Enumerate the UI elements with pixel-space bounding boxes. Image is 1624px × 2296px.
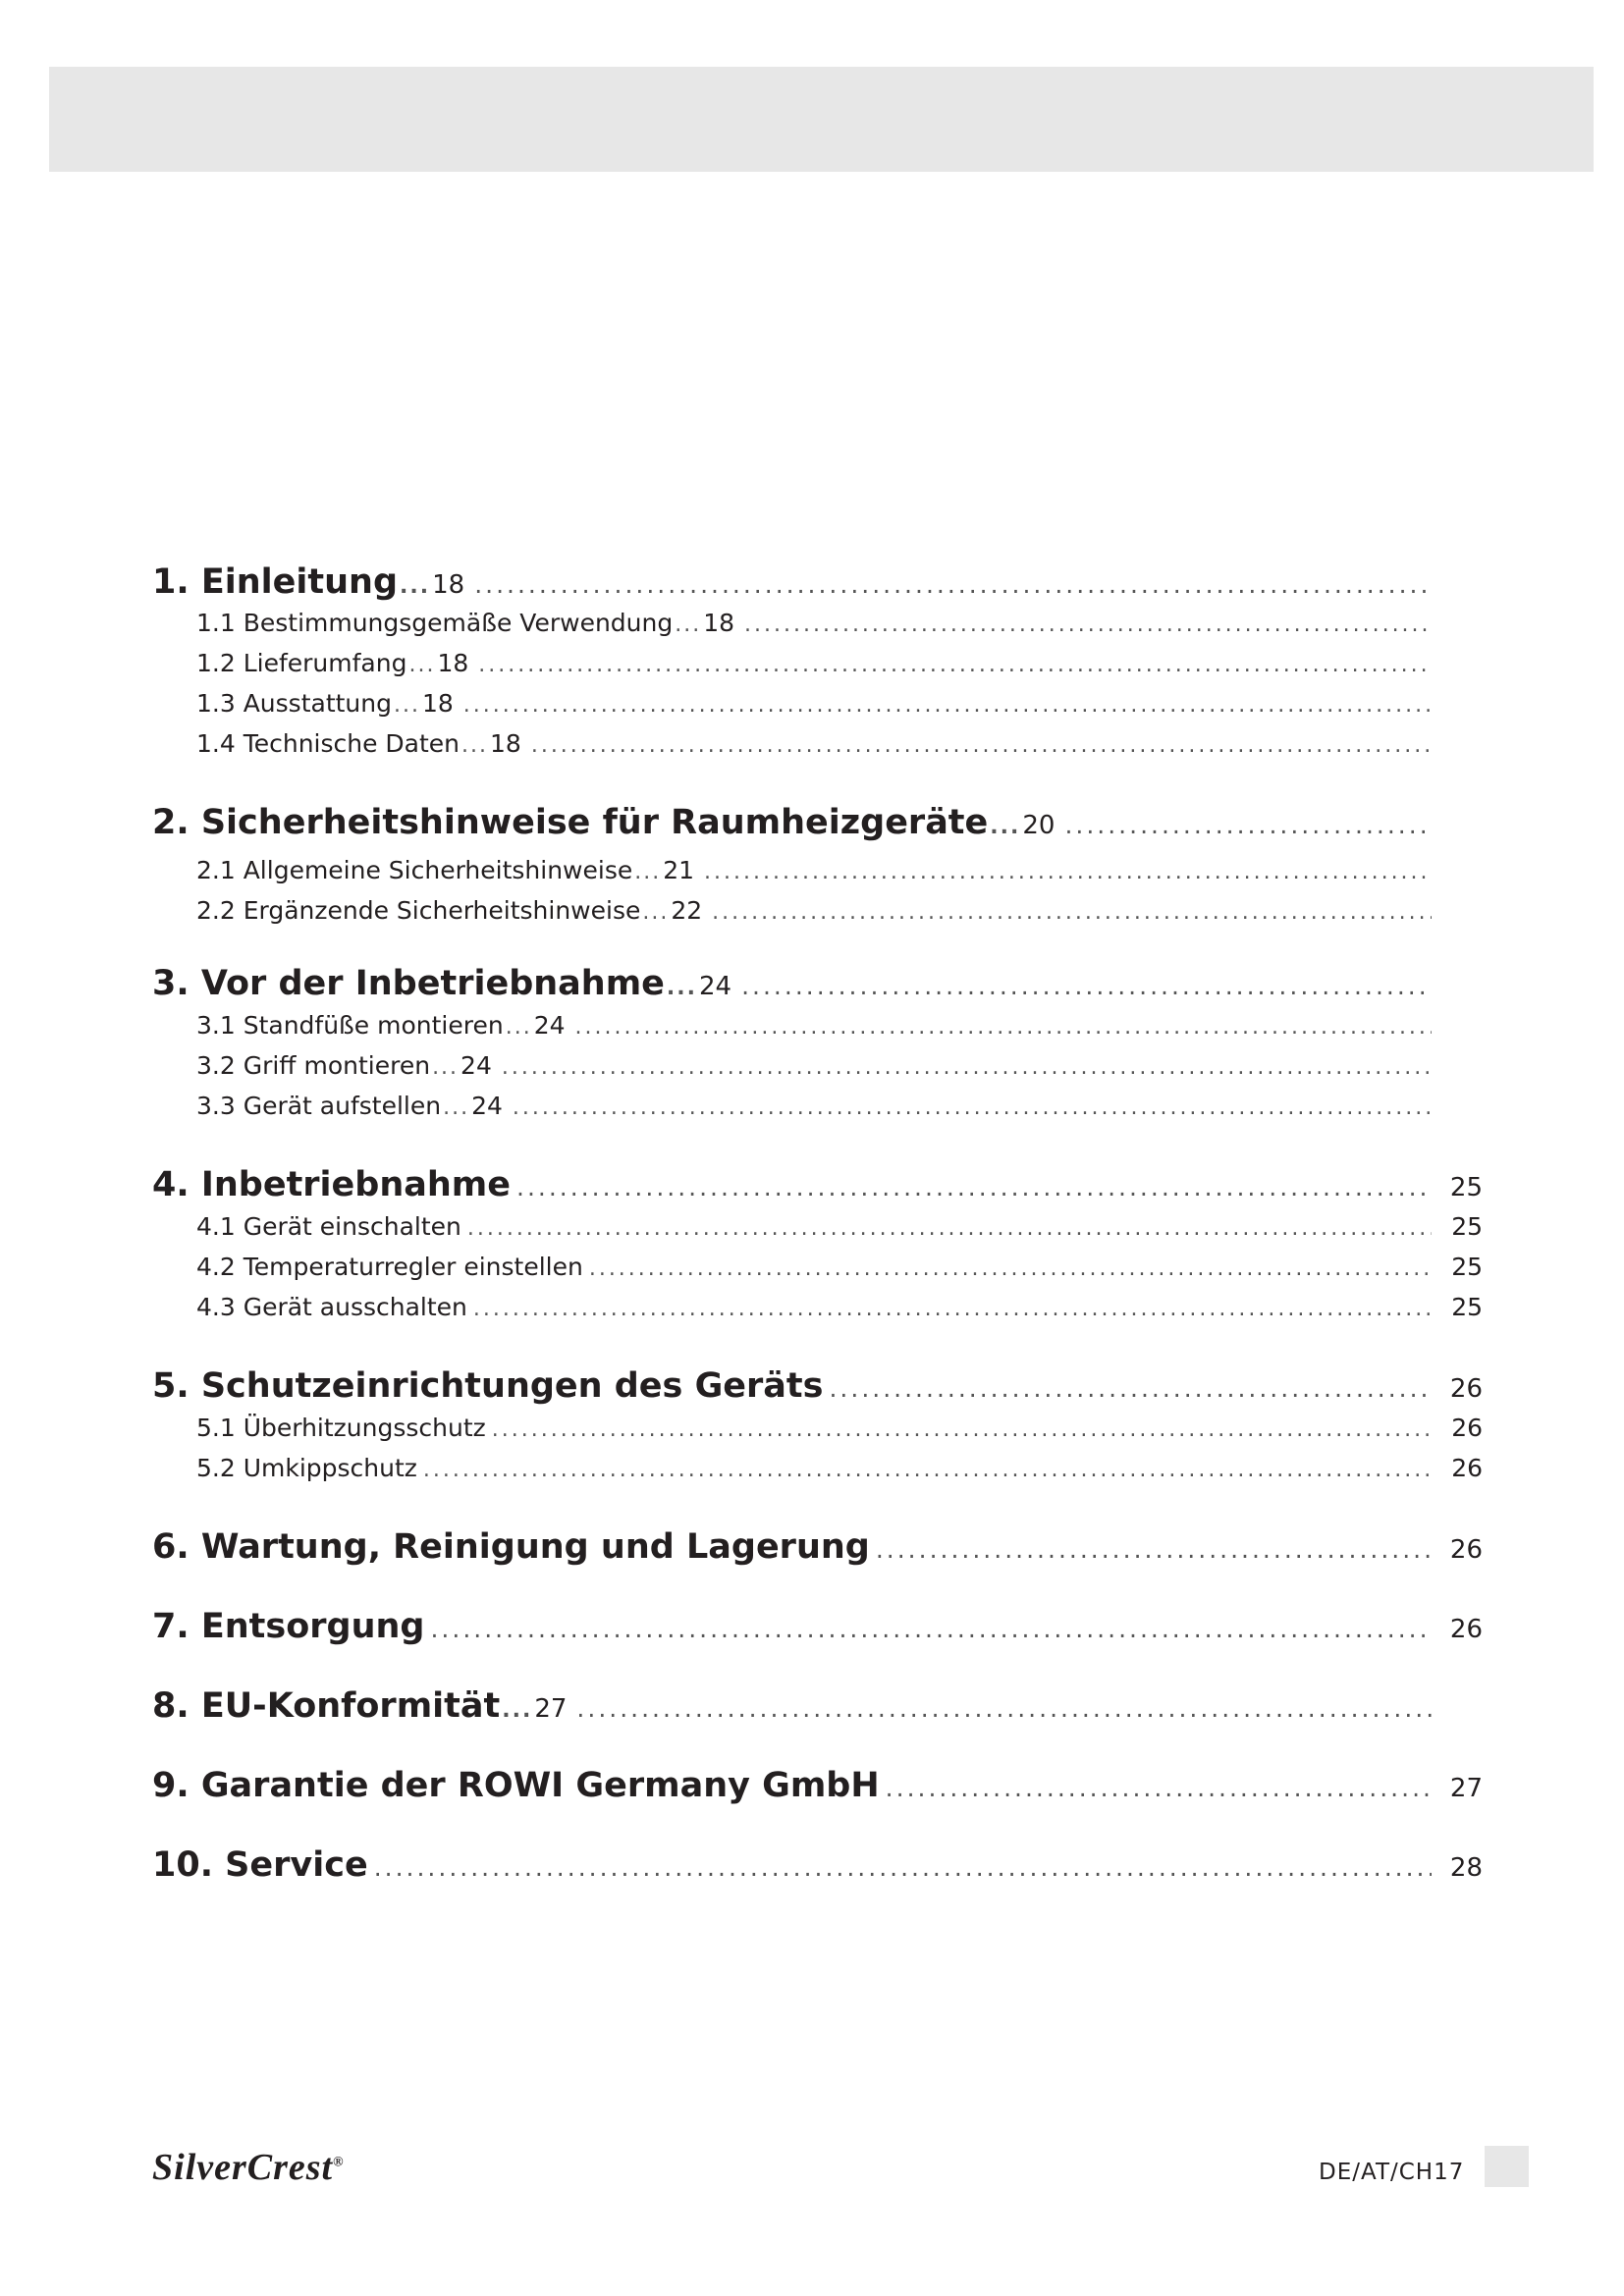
toc-leader (423, 1458, 1432, 1482)
toc-section[interactable] (196, 609, 1432, 637)
toc-page-number: 24 (460, 1051, 492, 1080)
toc-leader-short: ... (394, 693, 420, 718)
toc-leader-short: ... (505, 1015, 532, 1040)
toc-leader (741, 972, 1432, 1000)
toc-page-number: 25 (1449, 1173, 1483, 1202)
toc-label: 3.3 Gerät aufstellen (196, 1092, 442, 1120)
toc-label: 1.1 Bestimmungsgemäße Verwendung (196, 609, 674, 637)
toc-leader-short: ... (675, 613, 702, 637)
toc-chapter[interactable] (152, 1686, 1432, 1726)
toc-page-number: 18 (421, 689, 454, 718)
toc-label: 1.2 Lieferumfang (196, 649, 407, 677)
toc-chapter[interactable] (152, 964, 1432, 1003)
locale-page-number: DE/AT/CH17 (1319, 2160, 1465, 2185)
toc-label: 1.3 Ausstattung (196, 689, 392, 718)
toc-section[interactable] (196, 1454, 1483, 1482)
toc-leader-short: ... (461, 733, 489, 758)
toc-label: 4.1 Gerät einschalten (196, 1212, 461, 1241)
toc-page-number: 26 (1449, 1615, 1483, 1644)
toc-page-number: 27 (1449, 1774, 1483, 1803)
toc-leader (744, 613, 1432, 637)
toc-chapter[interactable] (152, 1607, 1483, 1646)
toc-section[interactable] (196, 649, 1432, 677)
toc-page-number: 25 (1451, 1293, 1483, 1321)
toc-chapter[interactable] (152, 1766, 1483, 1805)
toc-leader (575, 1015, 1432, 1040)
toc-leader (492, 1417, 1432, 1442)
toc-leader (473, 1297, 1432, 1321)
toc-label: 4.3 Gerät ausschalten (196, 1293, 467, 1321)
toc-label: 10. Service (152, 1845, 368, 1885)
toc-leader (712, 900, 1432, 925)
toc-leader-short: ... (408, 653, 436, 677)
toc-label: 5.2 Umkippschutz (196, 1454, 417, 1482)
toc-section[interactable] (196, 729, 1432, 758)
toc-chapter[interactable] (152, 1527, 1483, 1567)
toc-label: 2.1 Allgemeine Sicherheitshinweise (196, 856, 633, 884)
toc-page-number: 18 (703, 609, 735, 637)
toc-leader (886, 1774, 1432, 1802)
page-marker-box (1485, 2146, 1529, 2187)
toc-section[interactable] (196, 1253, 1483, 1281)
toc-label: 1.4 Technische Daten (196, 729, 460, 758)
toc-leader (430, 1615, 1432, 1643)
toc-chapter[interactable] (152, 1845, 1483, 1885)
toc-page-number: 28 (1449, 1853, 1483, 1883)
toc-page-number: 24 (471, 1092, 503, 1120)
toc-label: 1. Einleitung (152, 562, 399, 602)
toc-leader-short: ... (666, 976, 697, 1000)
toc-leader (876, 1535, 1432, 1564)
toc-leader (829, 1374, 1432, 1403)
toc-page-number: 18 (437, 649, 469, 677)
toc-leader (1064, 811, 1432, 839)
toc-label: 4. Inbetriebnahme (152, 1165, 512, 1204)
toc-section[interactable] (196, 1414, 1483, 1442)
toc-page-number: 24 (699, 972, 732, 1001)
toc-section[interactable] (196, 856, 1432, 884)
silvercrest-logo: SilverCrest® (152, 2147, 345, 2188)
toc-label: 2.2 Ergänzende Sicherheitshinweise (196, 896, 641, 925)
toc-label: 9. Garantie der ROWI Germany GmbH (152, 1766, 880, 1805)
toc-label: 2. Sicherheitshinweise für Raumheizgeräte (152, 803, 989, 842)
toc-label: 3. Vor der Inbetriebnahme (152, 964, 665, 1003)
toc-page-number: 25 (1451, 1212, 1483, 1241)
toc-leader (502, 1055, 1432, 1080)
toc-chapter[interactable] (152, 803, 1432, 842)
toc-leader (589, 1256, 1432, 1281)
toc-leader (704, 860, 1432, 884)
toc-leader-short: ... (990, 815, 1021, 839)
toc-leader-short: ... (400, 574, 431, 599)
toc-page-number: 26 (1449, 1374, 1483, 1404)
toc-page-number: 20 (1022, 811, 1056, 840)
toc-leader-short: ... (432, 1055, 460, 1080)
toc-page-number: 27 (534, 1694, 568, 1724)
toc-leader (516, 1173, 1432, 1201)
toc-section[interactable] (196, 689, 1432, 718)
toc-leader (478, 653, 1432, 677)
toc-leader (374, 1853, 1432, 1882)
toc-page-number: 24 (533, 1011, 566, 1040)
toc-page-number: 26 (1451, 1414, 1483, 1442)
toc-page-number: 22 (671, 896, 703, 925)
toc-leader-short: ... (634, 860, 662, 884)
toc-page-number: 21 (663, 856, 695, 884)
toc-section[interactable] (196, 1212, 1483, 1241)
toc-page-number: 25 (1451, 1253, 1483, 1281)
toc-leader (531, 733, 1432, 758)
toc-page-number: 18 (490, 729, 521, 758)
toc-section[interactable] (196, 1293, 1483, 1321)
toc-section[interactable] (196, 1011, 1432, 1040)
toc-label: 4.2 Temperaturregler einstellen (196, 1253, 583, 1281)
toc-leader (576, 1694, 1432, 1723)
toc-leader-short: ... (502, 1698, 533, 1723)
toc-page-number: 26 (1451, 1454, 1483, 1482)
toc-label: 6. Wartung, Reinigung und Lagerung (152, 1527, 870, 1567)
toc-label: 3.2 Griff montieren (196, 1051, 431, 1080)
toc-label: 3.1 Standfüße montieren (196, 1011, 504, 1040)
toc-section[interactable] (196, 1051, 1432, 1080)
toc-leader (467, 1216, 1432, 1241)
toc-chapter[interactable] (152, 1366, 1483, 1406)
toc-page-number: 26 (1449, 1535, 1483, 1565)
toc-chapter[interactable] (152, 1165, 1483, 1204)
toc-leader-short: ... (642, 900, 670, 925)
toc-leader (474, 570, 1432, 599)
toc-section[interactable] (196, 1092, 1432, 1120)
toc-label: 8. EU-Konformität (152, 1686, 501, 1726)
toc-section[interactable] (196, 896, 1432, 925)
toc-chapter[interactable] (152, 562, 1432, 602)
toc-leader-short: ... (443, 1095, 470, 1120)
toc-leader (463, 693, 1432, 718)
toc-leader (513, 1095, 1432, 1120)
toc-label: 5. Schutzeinrichtungen des Geräts (152, 1366, 824, 1406)
toc-label: 7. Entsorgung (152, 1607, 425, 1646)
toc-page-number: 18 (432, 570, 465, 600)
toc-label: 5.1 Überhitzungsschutz (196, 1414, 486, 1442)
